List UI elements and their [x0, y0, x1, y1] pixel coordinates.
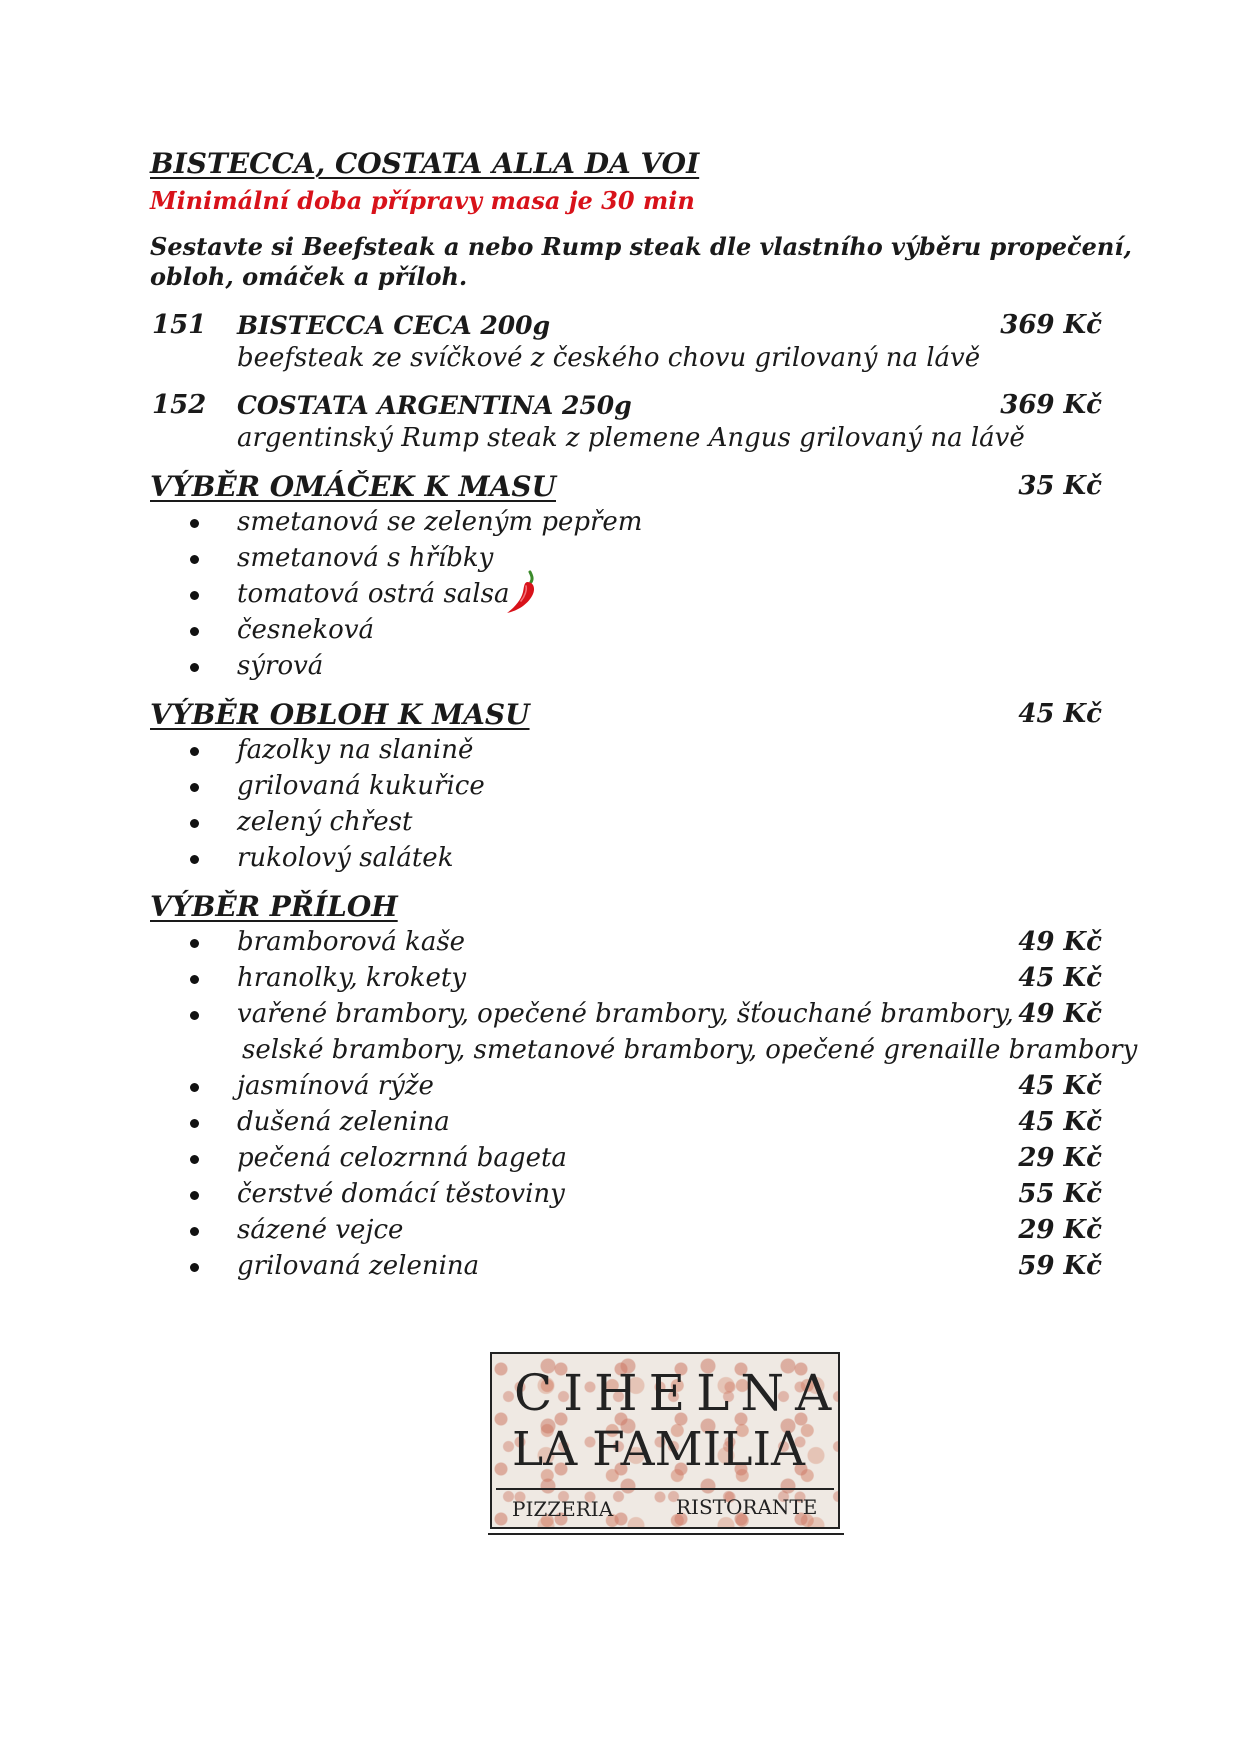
- side-price: 59 Kč: [1018, 1251, 1102, 1281]
- garnish-item: zelený chřest: [237, 807, 413, 837]
- logo-line-2: LA FAMILIA: [512, 1422, 805, 1477]
- garnish-item: rukolový salátek: [237, 843, 454, 873]
- side-price: 49 Kč: [1018, 927, 1102, 957]
- bullet: [190, 663, 199, 672]
- steak-code: 152: [152, 390, 207, 420]
- side-item-continuation: selské brambory, smetanové brambory, opečené grenaille brambory: [242, 1035, 1138, 1065]
- logo-tag-ristorante: RISTORANTE: [676, 1495, 818, 1519]
- side-item: sázené vejce: [237, 1215, 404, 1245]
- side-item: jasmínová rýže: [237, 1071, 434, 1101]
- steak-price: 369 Kč: [1000, 390, 1102, 420]
- garnishes-price: 45 Kč: [1018, 699, 1102, 729]
- bullet: [190, 519, 199, 528]
- steak-code: 151: [152, 310, 207, 340]
- side-item: bramborová kaše: [237, 927, 466, 957]
- preparation-time-note: Minimální doba přípravy masa je 30 min: [150, 186, 695, 215]
- steak-name: COSTATA ARGENTINA 250g: [237, 391, 632, 420]
- garnish-item: fazolky na slanině: [237, 735, 474, 765]
- intro-text-line-2: obloh, omáček a příloh.: [150, 262, 468, 291]
- bullet: [190, 819, 199, 828]
- sauce-item: smetanová s hříbky: [237, 543, 494, 573]
- side-price: 45 Kč: [1018, 1107, 1102, 1137]
- logo-tag-pizzeria: PIZZERIA: [512, 1497, 614, 1521]
- steak-price: 369 Kč: [1000, 310, 1102, 340]
- restaurant-logo: [490, 1352, 843, 1529]
- bullet: [190, 855, 199, 864]
- side-price: 29 Kč: [1018, 1143, 1102, 1173]
- bullet: [190, 1119, 199, 1128]
- bullet: [190, 975, 199, 984]
- bullet: [190, 591, 199, 600]
- sauce-item: sýrová: [237, 651, 324, 681]
- logo-line-1: CIHELNA: [514, 1364, 843, 1422]
- garnish-item: grilovaná kukuřice: [237, 771, 485, 801]
- sauces-heading: VÝBĚR OMÁČEK K MASU: [150, 470, 556, 503]
- steak-name: BISTECCA CECA 200g: [237, 311, 551, 340]
- side-price: 29 Kč: [1018, 1215, 1102, 1245]
- steak-description: beefsteak ze svíčkové z českého chovu grilovaný na lávě: [237, 343, 981, 373]
- bullet: [190, 1263, 199, 1272]
- bullet: [190, 747, 199, 756]
- garnishes-heading: VÝBĚR OBLOH K MASU: [150, 698, 530, 731]
- side-item: dušená zelenina: [237, 1107, 450, 1137]
- bullet: [190, 783, 199, 792]
- bullet: [190, 1227, 199, 1236]
- steak-description: argentinský Rump steak z plemene Angus grilovaný na lávě: [237, 423, 1025, 453]
- sides-heading: VÝBĚR PŘÍLOH: [150, 890, 398, 923]
- bullet: [190, 939, 199, 948]
- side-price: 45 Kč: [1018, 963, 1102, 993]
- sauces-price: 35 Kč: [1018, 471, 1102, 501]
- logo-underline: [488, 1533, 844, 1535]
- side-item: hranolky, krokety: [237, 963, 467, 993]
- sauce-item: smetanová se zeleným pepřem: [237, 507, 643, 537]
- sauce-item: česneková: [237, 615, 375, 645]
- side-price: 55 Kč: [1018, 1179, 1102, 1209]
- bullet: [190, 1011, 199, 1020]
- side-item: vařené brambory, opečené brambory, šťouchané brambory,: [237, 999, 1014, 1029]
- side-item: pečená celozrnná bageta: [237, 1143, 567, 1173]
- logo-divider: [496, 1488, 834, 1490]
- bullet: [190, 1083, 199, 1092]
- bullet: [190, 627, 199, 636]
- side-price: 49 Kč: [1018, 999, 1102, 1029]
- sauce-item: tomatová ostrá salsa: [237, 579, 510, 609]
- chili-pepper-icon: [503, 568, 541, 616]
- side-item: grilovaná zelenina: [237, 1251, 480, 1281]
- page-title: BISTECCA, COSTATA ALLA DA VOI: [150, 147, 700, 180]
- intro-text-line-1: Sestavte si Beefsteak a nebo Rump steak dle vlastního výběru propečení,: [150, 232, 1132, 261]
- bullet: [190, 1191, 199, 1200]
- side-item: čerstvé domácí těstoviny: [237, 1179, 565, 1209]
- bullet: [190, 1155, 199, 1164]
- bullet: [190, 555, 199, 564]
- side-price: 45 Kč: [1018, 1071, 1102, 1101]
